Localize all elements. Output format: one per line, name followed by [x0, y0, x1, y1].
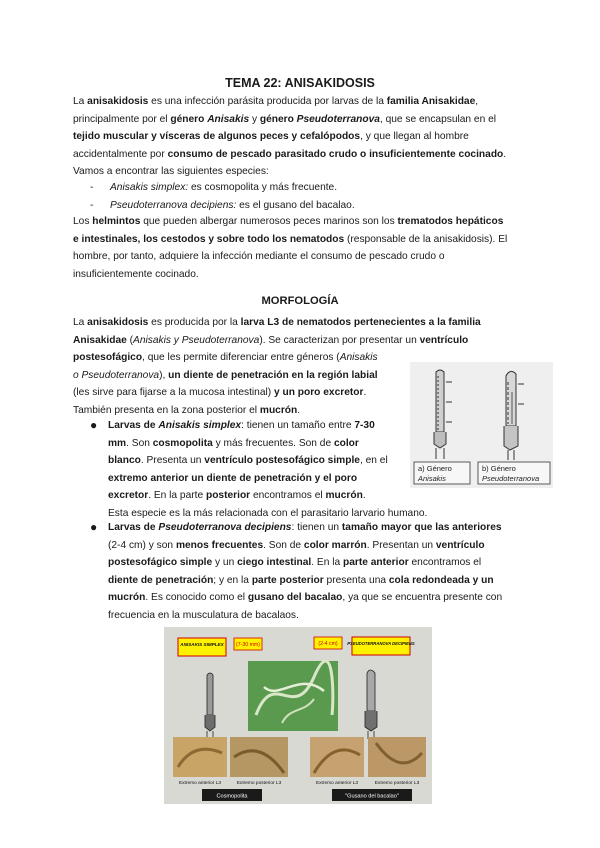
- figure-larvae-heads: [410, 362, 553, 488]
- micrograph-anterior: [173, 737, 227, 777]
- micrograph-caption: Extremo anterior L3: [178, 781, 222, 786]
- micrograph-caption: Extremo anterior L3: [315, 781, 359, 786]
- larvae-heads-illustration: [410, 362, 553, 488]
- document-page: TEMA 22: ANISAKIDOSIS La anisakidosis es una infección parásita producida por larvas de la familia Anisakidae, principalmente por el género Anisakis y género Pseudoterranova, que se encapsulan en el tejido muscular y vísceras de algunos peces y cefalópodos, y que llegan al hombre accidentalmente por consumo de pescado parasitado crudo o insuficientemente cocinado. Vamos a encontrar las siguientes especies: - Anisakis simplex: es cosmopolita y más frecuente. - Pseudoterranova decipiens: es el gusano del bacalao. Los helmintos que pueden albergar numerosos peces marinos son los trematodos hepáticos e intestinales, los cestodos y sobre todo los nematodos (responsable de la anisakidosis). El hombre, por tanto, adquiere la infección mediante el consumo de pescado crudo o insuficientemente cocinado. MORFOLOGÍA La anisakidosis es producida por la larva L3 de nematodos pertenecientes a la familia Anisakidae (Anisakis y Pseudoterranova). Se caracterizan por presentar un ventrículo postesofágico, que les permite diferenciar entre géneros (Anisakis o Pseudoterranova), un diente de penetración en la región labial (les sirve para fijarse a la mucosa intestinal) y un poro excretor. También presenta en la zona posterior el mucrón. ● Larvas de Anisakis simplex: tienen un tamaño entre 7-30 mm. Son cosmopolita y más frecuentes. Son de color blanco. Presenta un ventrículo postesofágico simple, en el extremo anterior un diente de penetración y el poro excretor. En la parte posterior encontramos el mucrón. Esta especie es la más relacionada con el parasitario larvario humano. ● Larvas de Pseudoterranova decipiens: tienen un tamaño mayor que las anteriores (2-4 cm) y son menos frecuentes. Son de color marrón. Presentan un ventrículo postesofágico simple y un ciego intestinal. En la parte anterior encontramos el diente de penetración; y en la parte posterior presenta una cola redondeada y un mucrón. Es conocido como el gusano del bacalao, ya que se encuentra presente con frecuencia en la musculatura de bacalaos. a) Género Anisakis b) Género Pseudoterranova ANISAKIS SIMPLEX (7-30 mm) (2-4 cm) PSEUDOTERRANOVA DECIPIENS Extremo anterior L3 Extremo posterior L3 Extremo anterior L3 Extremo posterior L3 Cosmopolita "Gusano del bacalao": [0, 0, 600, 848]
- micrograph-caption: Extremo posterior L3: [236, 781, 282, 786]
- list-item: - Pseudoterranova decipiens: es el gusano del bacalao.: [90, 197, 510, 215]
- intro-paragraph: La anisakidosis es una infección parásita producida por larvas de la familia Anisakidae, principalmente por el género Anisakis y género Pseudoterranova, que se encapsulan en el tejido muscular y vísceras de algunos peces y cefalópodos, y que llegan al hombre accidentalmente por consumo de pescado parasitado crudo o insuficientemente cocinado. Vamos a encontrar las siguientes especies:: [73, 96, 507, 178]
- comparison-illustration: [164, 627, 432, 804]
- list-item: - Anisakis simplex: es cosmopolita y más frecuente.: [90, 179, 510, 197]
- helmintos-paragraph: Los helmintos que pueden albergar numerosos peces marinos son los trematodos hepáticos e intestinales, los cestodos y sobre todo los nematodos (responsable de la anisakidosis). El hombre, por tanto, adquiere la infección mediante el consumo de pescado crudo o insuficientemente cocinado.: [73, 216, 508, 280]
- caption-text: "Gusano del bacalao": [345, 793, 399, 800]
- page-title: TEMA 22: ANISAKIDOSIS: [225, 76, 375, 90]
- size-label: (7-30 mm): [236, 642, 260, 648]
- figure-comparison: [164, 627, 432, 804]
- bullet-icon: ●: [90, 418, 98, 432]
- bullet-icon: ●: [90, 520, 98, 534]
- morfologia-paragraph: La anisakidosis es producida por la larva L3 de nematodos pertenecientes a la familia Anisakidae (Anisakis y Pseudoterranova). Se caracterizan por presentar un ventrículo postesofágico, que les permite diferenciar entre géneros (Anisakis o Pseudoterranova), un diente de penetración en la región labial (les sirve para fijarse a la mucosa intestinal) y un poro excretor. También presenta en la zona posterior el mucrón.: [73, 317, 481, 416]
- label-box: [352, 637, 410, 655]
- pseudoterranova-head-drawing: [365, 670, 377, 739]
- caption-text: b) Género: [482, 464, 516, 473]
- caption-text: Anisakis: [418, 474, 446, 483]
- caption-text: a) Género: [418, 464, 452, 473]
- section-title: MORFOLOGÍA: [261, 295, 339, 307]
- species-list: [90, 179, 510, 214]
- micrograph-posterior: [230, 737, 288, 777]
- anisakis-head-drawing: [205, 673, 215, 739]
- label-box: [178, 638, 226, 656]
- micrograph-anterior: [310, 737, 364, 777]
- micrograph-caption: Extremo posterior L3: [374, 781, 420, 786]
- species-label: ANISAKIS SIMPLEX: [180, 642, 224, 647]
- caption-text: Pseudoterranova: [482, 474, 540, 483]
- species-label: PSEUDOTERRANOVA DECIPIENS: [347, 641, 415, 646]
- caption-text: Cosmopolita: [216, 793, 248, 800]
- size-label: (2-4 cm): [318, 641, 338, 647]
